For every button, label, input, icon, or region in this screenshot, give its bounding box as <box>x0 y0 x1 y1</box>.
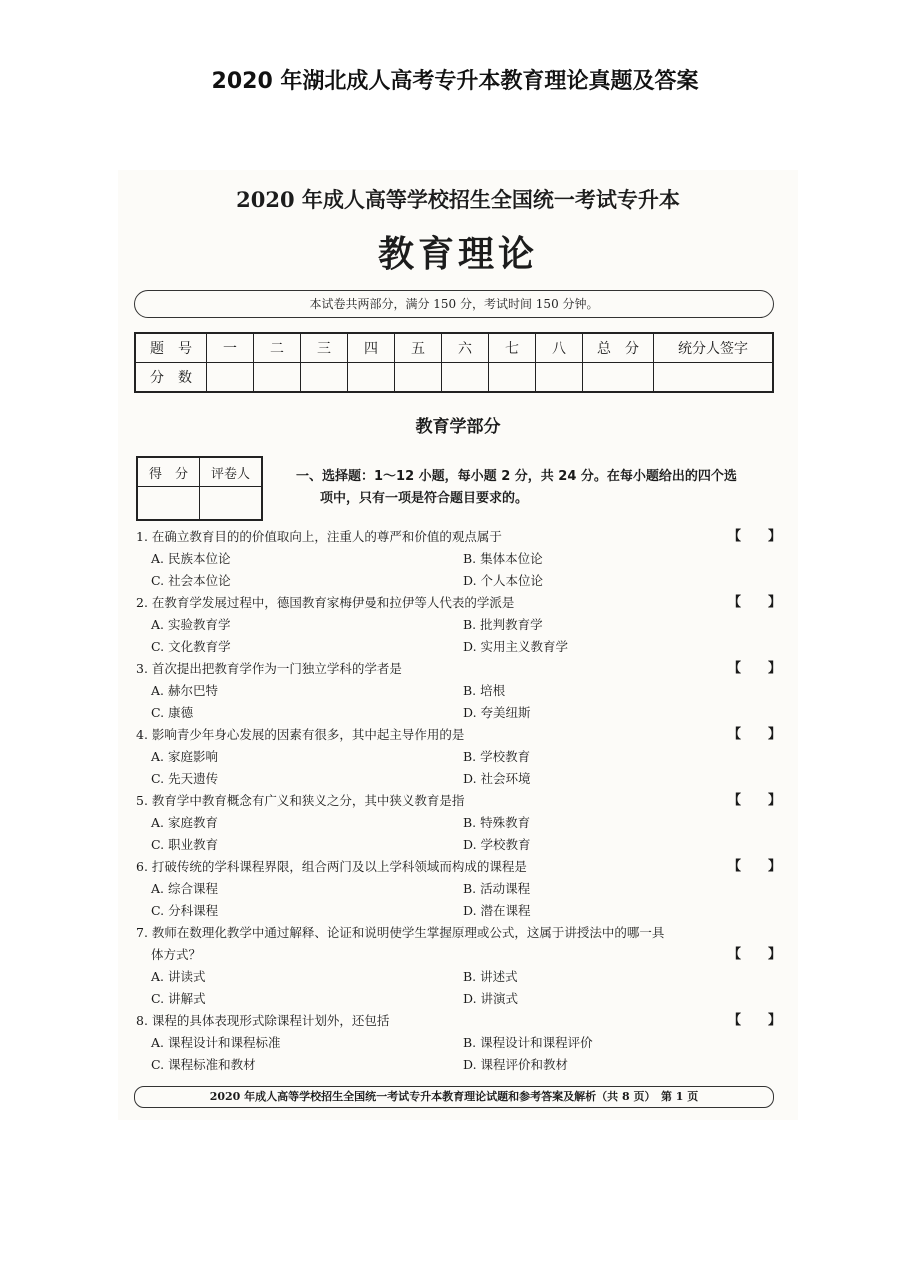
score-table-cell: 五 <box>395 333 442 363</box>
score-table-cell: 一 <box>207 333 254 363</box>
question-stem-text: 3. 首次提出把教育学作为一门独立学科的学者是 <box>136 661 402 676</box>
question-stem-text: 1. 在确立教育目的的价值取向上，注重人的尊严和价值的观点属于 <box>136 529 502 544</box>
score-input-cell <box>654 363 774 393</box>
answer-option: A. 家庭教育 <box>151 815 218 830</box>
question-stem-text: 5. 教育学中教育概念有广义和狭义之分，其中狭义教育是指 <box>136 793 465 808</box>
score-table <box>134 332 774 393</box>
option-row <box>136 1054 781 1076</box>
answer-option: B. 集体本位论 <box>463 551 543 566</box>
question-item <box>136 1010 781 1076</box>
answer-option: C. 文化教育学 <box>151 639 231 654</box>
answer-option: D. 夸美纽斯 <box>463 705 531 720</box>
answer-option: A. 综合课程 <box>151 881 218 896</box>
answer-option: C. 分科课程 <box>151 903 219 918</box>
question-stem-text: 4. 影响青少年身心发展的因素有很多，其中起主导作用的是 <box>136 727 465 742</box>
answer-bracket-right: 】 <box>767 947 781 962</box>
score-table-score-row <box>135 363 773 393</box>
answer-option: B. 活动课程 <box>463 881 531 896</box>
section-instructions <box>296 466 780 510</box>
option-row <box>136 680 781 702</box>
answer-option: C. 社会本位论 <box>151 573 231 588</box>
answer-option: B. 课程设计和课程评价 <box>463 1035 593 1050</box>
score-input-cell <box>207 363 254 393</box>
question-stem-text: 8. 课程的具体表现形式除课程计划外，还包括 <box>136 1013 390 1028</box>
question-stem-text: 体方式？ <box>151 947 202 962</box>
option-row <box>136 988 781 1010</box>
grader-score-label: 得 分 <box>137 457 200 487</box>
answer-option: D. 社会环境 <box>463 771 531 786</box>
option-row <box>136 1032 781 1054</box>
option-row <box>136 834 781 856</box>
score-input-cell <box>301 363 348 393</box>
question-item <box>136 592 781 658</box>
answer-option: D. 个人本位论 <box>463 573 544 588</box>
question-item <box>136 856 781 922</box>
scanned-exam-page <box>118 170 798 1120</box>
question-stem <box>136 1010 781 1032</box>
question-stem <box>136 922 781 944</box>
question-item <box>136 724 781 790</box>
question-stem-text: 6. 打破传统的学科课程界限，组合两门及以上学科领域而构成的课程是 <box>136 859 527 874</box>
question-stem <box>136 724 781 746</box>
score-table-cell: 四 <box>348 333 395 363</box>
exam-title: 2020 年成人高等学校招生全国统一考试专升本 <box>236 187 680 212</box>
score-table-cell: 二 <box>254 333 301 363</box>
score-table-cell: 三 <box>301 333 348 363</box>
option-row <box>136 966 781 988</box>
score-table-cell: 分 数 <box>135 363 207 393</box>
option-row <box>136 548 781 570</box>
answer-option: D. 课程评价和教材 <box>463 1057 569 1072</box>
option-row <box>136 746 781 768</box>
exam-info-box: 本试卷共两部分，满分 150 分，考试时间 150 分钟。 <box>134 290 774 318</box>
score-table-cell: 八 <box>536 333 583 363</box>
subject-title: 教育理论 <box>377 233 538 275</box>
option-row <box>136 614 781 636</box>
question-stem <box>136 856 781 878</box>
answer-option: C. 讲解式 <box>151 991 206 1006</box>
answer-bracket-left: 【 <box>727 727 741 742</box>
answer-option: B. 特殊教育 <box>463 815 531 830</box>
answer-bracket-right: 】 <box>767 727 781 742</box>
answer-option: D. 讲演式 <box>463 991 519 1006</box>
score-table-header-row <box>135 333 773 363</box>
answer-option: A. 民族本位论 <box>151 551 231 566</box>
grader-score-cell <box>137 487 200 521</box>
question-item <box>136 790 781 856</box>
question-stem <box>136 790 781 812</box>
answer-option: B. 讲述式 <box>463 969 518 984</box>
answer-option: D. 学校教育 <box>463 837 531 852</box>
section-title: 教育学部分 <box>415 417 501 437</box>
score-input-cell <box>395 363 442 393</box>
page-title: 2020 年湖北成人高考专升本教育理论真题及答案 <box>211 69 699 94</box>
question-item <box>136 658 781 724</box>
answer-bracket-left: 【 <box>727 529 741 544</box>
option-row <box>136 812 781 834</box>
grader-reviewer-cell <box>200 487 263 521</box>
answer-bracket-right: 】 <box>767 1013 781 1028</box>
answer-bracket-right: 】 <box>767 529 781 544</box>
instructions-line: 一、选择题：1～12 小题，每小题 2 分，共 24 分。在每小题给出的四个选 <box>296 469 737 484</box>
score-input-cell <box>536 363 583 393</box>
question-stem-text: 7. 教师在数理化教学中通过解释、论证和说明使学生掌握原理或公式，这属于讲授法中的哪一具 <box>136 925 665 940</box>
option-row <box>136 702 781 724</box>
answer-option: C. 康德 <box>151 705 194 720</box>
score-table-cell: 六 <box>442 333 489 363</box>
option-row <box>136 768 781 790</box>
option-row <box>136 636 781 658</box>
answer-bracket-left: 【 <box>727 1013 741 1028</box>
grader-reviewer-label: 评卷人 <box>200 457 263 487</box>
question-stem <box>136 944 781 966</box>
answer-option: C. 课程标准和教材 <box>151 1057 256 1072</box>
option-row <box>136 878 781 900</box>
answer-option: B. 批判教育学 <box>463 617 543 632</box>
score-input-cell <box>348 363 395 393</box>
answer-option: C. 先天遗传 <box>151 771 219 786</box>
answer-bracket-left: 【 <box>727 793 741 808</box>
answer-bracket-left: 【 <box>727 595 741 610</box>
score-table-cell: 题 号 <box>135 333 207 363</box>
score-input-cell <box>442 363 489 393</box>
score-input-cell <box>583 363 654 393</box>
option-row <box>136 570 781 592</box>
answer-option: B. 培根 <box>463 683 506 698</box>
answer-option: A. 讲读式 <box>151 969 206 984</box>
answer-option: A. 家庭影响 <box>151 749 218 764</box>
answer-bracket-left: 【 <box>727 859 741 874</box>
option-row <box>136 900 781 922</box>
answer-option: A. 实验教育学 <box>151 617 231 632</box>
score-input-cell <box>489 363 536 393</box>
question-stem <box>136 658 781 680</box>
answer-option: C. 职业教育 <box>151 837 219 852</box>
score-table-cell: 总 分 <box>583 333 654 363</box>
question-stem-text: 2. 在教育学发展过程中，德国教育家梅伊曼和拉伊等人代表的学派是 <box>136 595 515 610</box>
question-stem <box>136 526 781 548</box>
grader-table <box>136 456 263 521</box>
answer-option: D. 实用主义教育学 <box>463 639 569 654</box>
answer-option: B. 学校教育 <box>463 749 531 764</box>
score-table-cell: 七 <box>489 333 536 363</box>
score-input-cell <box>254 363 301 393</box>
answer-bracket-left: 【 <box>727 661 741 676</box>
question-item <box>136 922 781 1010</box>
answer-bracket-right: 】 <box>767 595 781 610</box>
question-stem <box>136 592 781 614</box>
answer-bracket-right: 】 <box>767 859 781 874</box>
question-item <box>136 526 781 592</box>
score-table-cell: 统分人签字 <box>654 333 774 363</box>
answer-option: A. 课程设计和课程标准 <box>151 1035 281 1050</box>
instructions-line: 项中，只有一项是符合题目要求的。 <box>320 491 529 506</box>
page-footer: 2020 年成人高等学校招生全国统一考试专升本教育理论试题和参考答案及解析（共 8 页） 第 1 页 <box>134 1086 774 1108</box>
answer-bracket-right: 】 <box>767 661 781 676</box>
question-list <box>136 526 781 1076</box>
answer-option: A. 赫尔巴特 <box>151 683 218 698</box>
answer-bracket-right: 】 <box>767 793 781 808</box>
answer-option: D. 潜在课程 <box>463 903 531 918</box>
answer-bracket-left: 【 <box>727 947 741 962</box>
